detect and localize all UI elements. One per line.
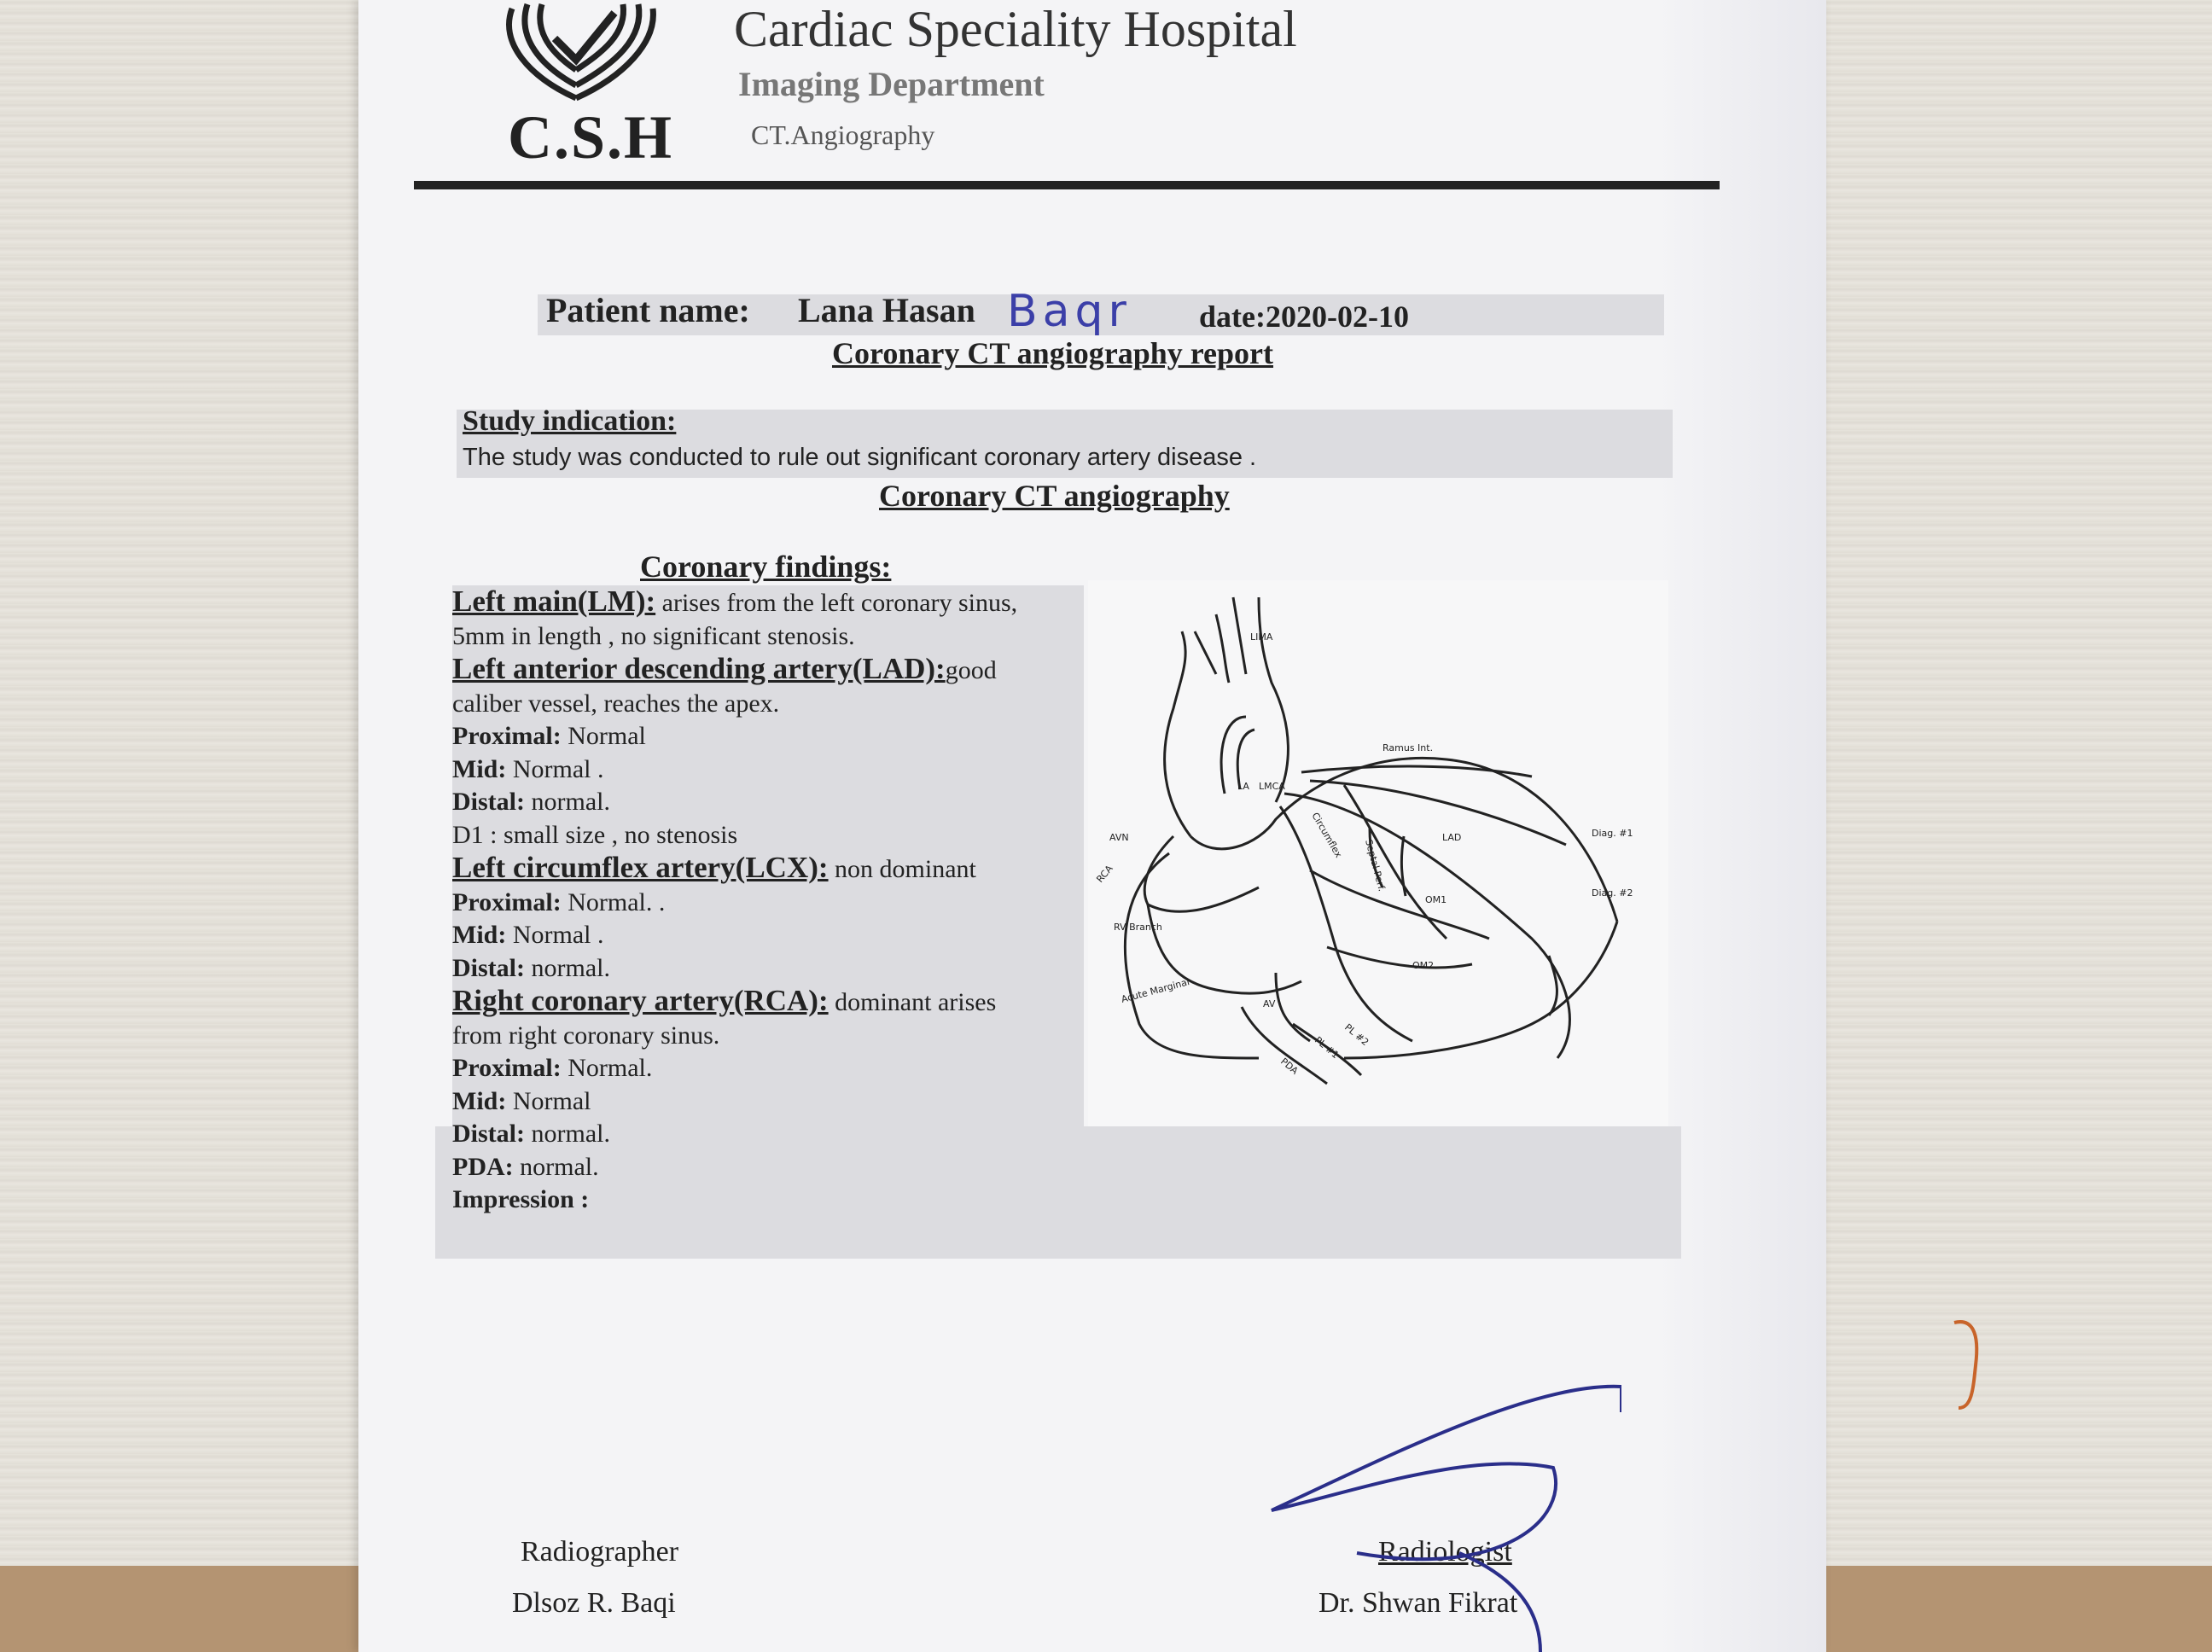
rca-pda: PDA: normal. <box>452 1152 599 1181</box>
label-pl2: PL #2 <box>1342 1021 1371 1049</box>
label-lad: LAD <box>1442 832 1462 843</box>
findings-title: Coronary findings: <box>640 550 892 584</box>
radiographer-label: Radiographer <box>521 1536 679 1568</box>
rca-line1: Right coronary artery(RCA): dominant arises <box>452 984 997 1017</box>
label-septal: Septal Perf. <box>1363 838 1388 893</box>
lcx-mid: Mid: Normal . <box>452 921 604 949</box>
lad-d1: D1 : small size , no stenosis <box>452 820 738 849</box>
section-name: CT.Angiography <box>751 119 935 150</box>
label-om2: OM2 <box>1412 960 1435 971</box>
patient-label: Patient name: <box>546 291 750 329</box>
label-lima: LIMA <box>1250 631 1273 643</box>
report-date: date:2020-02-10 <box>1199 300 1409 334</box>
lcx-proximal: Proximal: Normal. . <box>452 887 666 916</box>
lm-line2: 5mm in length , no significant stenosis. <box>452 621 855 650</box>
lcx-line1: Left circumflex artery(LCX): non dominant <box>452 851 976 884</box>
label-acute-marginal: Acute Marginal <box>1120 976 1191 1005</box>
rca-mid: Mid: Normal <box>452 1086 591 1115</box>
report-page <box>358 0 1826 1652</box>
label-circumflex: Circumflex <box>1309 811 1345 860</box>
impression-label: Impression : <box>452 1185 590 1213</box>
lad-line2: caliber vessel, reaches the apex. <box>452 689 780 718</box>
label-lmca: LMCA <box>1259 781 1285 792</box>
report-title: Coronary CT angiography report <box>832 336 1274 370</box>
lad-heading: Left anterior descending artery(LAD): <box>452 652 946 685</box>
logo-text: C.S.H <box>508 103 674 172</box>
heart-logo-icon <box>495 0 666 102</box>
rubber-band-icon <box>1946 1314 1988 1416</box>
lcx-heading: Left circumflex artery(LCX): <box>452 851 829 884</box>
label-om1: OM1 <box>1425 894 1447 905</box>
label-rv-branch: RV Branch <box>1114 922 1162 933</box>
lm-heading: Left main(LM): <box>452 585 656 618</box>
lad-mid: Mid: Normal . <box>452 754 604 783</box>
indication-text: The study was conducted to rule out significant coronary artery disease . <box>463 444 1257 471</box>
indication-label: Study indication: <box>463 405 677 437</box>
lm-line1: Left main(LM): arises from the left coronary sinus, <box>452 585 1018 618</box>
section-title: Coronary CT angiography <box>879 479 1230 513</box>
radiographer-name: Dlsoz R. Baqi <box>512 1587 676 1619</box>
label-pda: PDA <box>1278 1056 1301 1077</box>
rca-distal: Distal: normal. <box>452 1120 610 1148</box>
rca-heading: Right coronary artery(RCA): <box>452 984 829 1017</box>
radiologist-name: Dr. Shwan Fikrat <box>1318 1587 1518 1619</box>
lad-proximal: Proximal: Normal <box>452 722 646 750</box>
header-rule <box>414 181 1720 189</box>
label-rca: RCA <box>1094 863 1115 885</box>
lcx-distal: Distal: normal. <box>452 953 610 982</box>
rca-proximal: Proximal: Normal. <box>452 1054 653 1082</box>
label-diag1: Diag. #1 <box>1592 828 1633 839</box>
radiologist-signature <box>1246 1365 1621 1652</box>
label-avn: AVN <box>1109 832 1129 843</box>
lad-distal: Distal: normal. <box>452 788 610 816</box>
label-la: LA <box>1237 781 1249 792</box>
coronary-diagram <box>1088 580 1668 1126</box>
label-pl1: PL #1 <box>1313 1034 1342 1062</box>
lad-line1: Left anterior descending artery(LAD):good <box>452 652 997 685</box>
patient-name: Lana Hasan <box>798 291 975 329</box>
hospital-name: Cardiac Speciality Hospital <box>734 1 1297 57</box>
label-ramus: Ramus Int. <box>1382 742 1434 753</box>
label-diag2: Diag. #2 <box>1592 887 1633 899</box>
patient-name-handwritten: Baqr <box>1007 286 1132 337</box>
rca-line2: from right coronary sinus. <box>452 1021 720 1050</box>
department-name: Imaging Department <box>738 65 1045 103</box>
label-av: AV <box>1263 998 1276 1009</box>
radiologist-label: Radiologist <box>1378 1536 1512 1568</box>
findings-list <box>452 585 1084 1217</box>
